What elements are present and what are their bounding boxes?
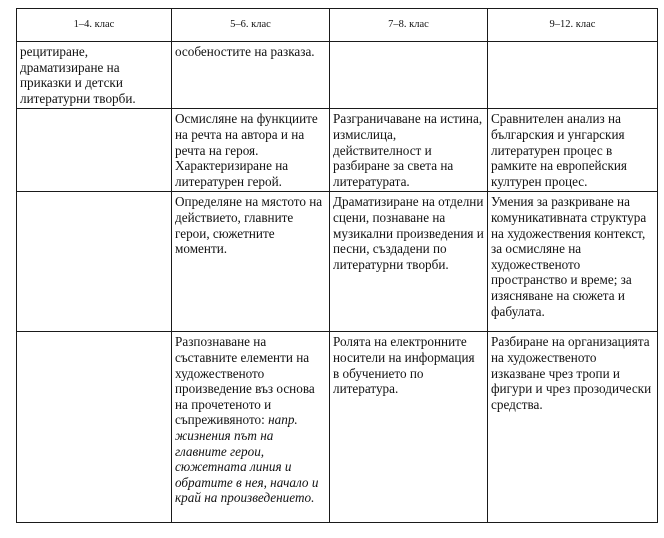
table-row [17,192,658,332]
cell-grade-5-6: Определяне на мястото на действието, главните герои, сюжетните моменти. [172,192,330,332]
cell-grade-7-8 [330,42,488,109]
cell-grade-1-4: рецитиране, драматизиране на приказки и детски литературни творби. [17,42,172,109]
header-grade-7-8: 7–8. клас [330,9,488,42]
cell-grade-5-6 [172,332,330,523]
cell-grade-9-12: Разбиране на организацията на художественото изказване чрез тропи и фигури и чрез прозодически средства. [488,332,658,523]
curriculum-table [16,8,658,523]
cell-grade-9-12: Сравнителен анализ на българския и унгарския литературен процес в рамките на европейския културен процес. [488,109,658,192]
cell-grade-7-8: Драматизиране на отделни сцени, познаване на музикални произведения и песни, създадени по литературни творби. [330,192,488,332]
cell-example-italic: напр. жизнения път на главните герои, сюжетната линия и обратите в нея, начало и край на произведението. [175,412,319,506]
cell-grade-1-4 [17,332,172,523]
cell-grade-5-6: особеностите на разказа. [172,42,330,109]
table-row [17,42,658,109]
cell-grade-1-4 [17,192,172,332]
table-row [17,332,658,523]
cell-grade-5-6: Осмисляне на функциите на речта на автора и на речта на героя. Характеризиране на литературен герой. [172,109,330,192]
cell-grade-7-8: Ролята на електронните носители на информация в обучението по литература. [330,332,488,523]
cell-grade-9-12 [488,42,658,109]
cell-grade-7-8: Разграничаване на истина, измислица, действителност и разбиране за света на литературата. [330,109,488,192]
cell-grade-1-4 [17,109,172,192]
header-grade-1-4: 1–4. клас [17,9,172,42]
header-grade-9-12: 9–12. клас [488,9,658,42]
table-row [17,109,658,192]
header-grade-5-6: 5–6. клас [172,9,330,42]
table-header-row [17,9,658,42]
cell-text: Разпознаване на съставните елементи на художественото произведение въз основа на прочетеното и съпреживяното: [175,334,315,428]
cell-grade-9-12: Умения за разкриване на комуникативната структура на художествения контекст, за осмисляне на художественото пространство и време; за изясняване на сюжета и фабулата. [488,192,658,332]
